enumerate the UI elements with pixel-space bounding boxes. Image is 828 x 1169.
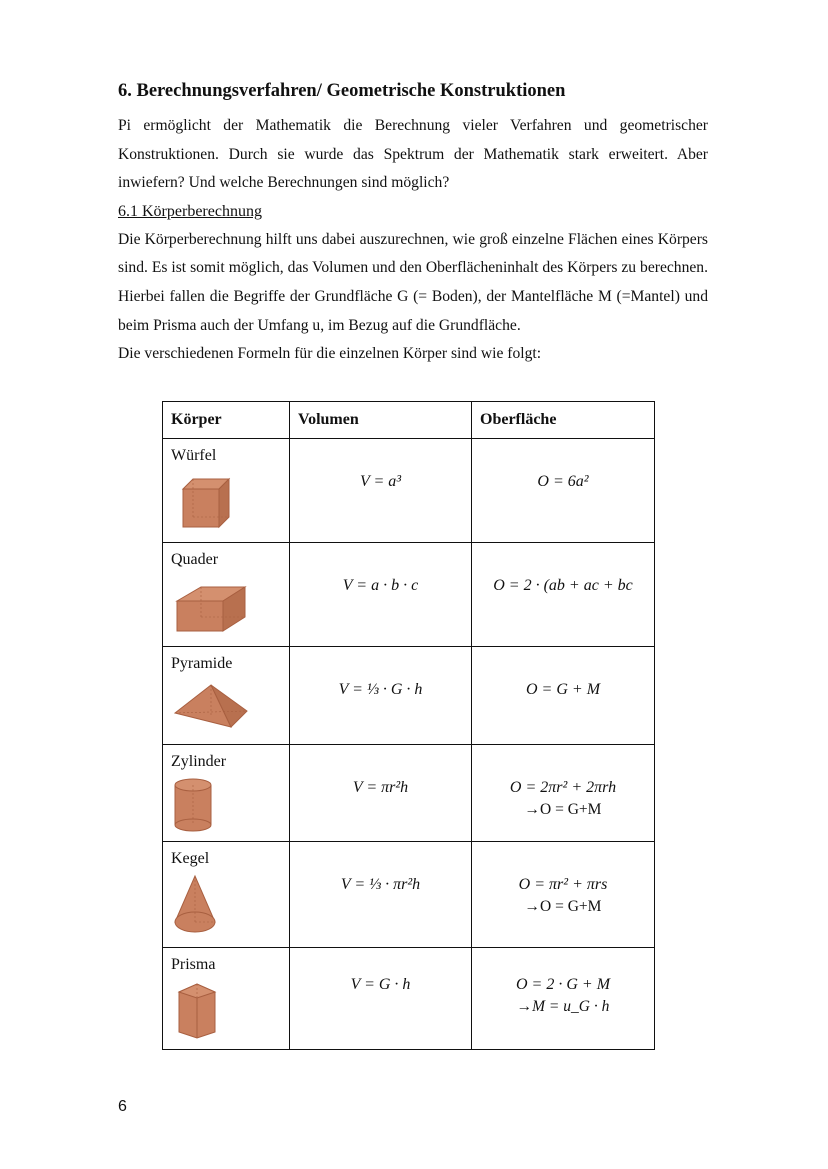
table-row <box>163 647 655 745</box>
surface-note: →M = u_G · h <box>516 998 610 1015</box>
table-row <box>163 745 655 842</box>
table-row <box>163 439 655 543</box>
volume-cell <box>290 745 472 842</box>
volume-formula: V = G · h <box>350 976 411 993</box>
body-name: Prisma <box>171 956 216 973</box>
header-body: Körper <box>163 402 290 439</box>
surface-cell <box>472 439 655 543</box>
surface-formula: O = G + M <box>525 681 601 698</box>
formula-table <box>162 401 655 1050</box>
page-content <box>118 78 708 369</box>
body-name: Pyramide <box>171 655 233 672</box>
volume-cell <box>290 647 472 745</box>
volume-formula: V = πr²h <box>352 779 409 796</box>
body-cell <box>163 647 290 745</box>
volume-cell <box>290 842 472 948</box>
cuboid-icon <box>171 575 251 637</box>
body-cell <box>163 439 290 543</box>
volume-cell <box>290 543 472 647</box>
volume-cell <box>290 948 472 1050</box>
body-name: Quader <box>171 551 219 568</box>
page-heading: 6. Berechnungsverfahren/ Geometrische Konstruktionen <box>118 81 566 101</box>
table-row <box>163 543 655 647</box>
surface-note: →O = G+M <box>524 898 602 915</box>
body-cell <box>163 543 290 647</box>
cube-icon <box>171 471 241 533</box>
table-intro: Die verschiedenen Formeln für die einzelnen Körper sind wie folgt: <box>118 345 542 363</box>
cone-icon <box>171 874 231 936</box>
surface-cell <box>472 842 655 948</box>
header-volume: Volumen <box>290 402 472 439</box>
volume-formula: V = ⅓ · πr²h <box>340 876 421 893</box>
surface-cell <box>472 543 655 647</box>
surface-formula: O = 2πr² + 2πrh <box>509 779 617 796</box>
pyramid-icon <box>171 679 251 735</box>
body-name: Kegel <box>171 850 210 867</box>
surface-note: →O = G+M <box>524 801 602 818</box>
body-name: Zylinder <box>171 753 227 770</box>
volume-formula: V = ⅓ · G · h <box>338 681 423 698</box>
page-number: 6 <box>118 1098 127 1115</box>
cylinder-icon <box>171 777 231 835</box>
surface-formula: O = 6a² <box>537 473 589 490</box>
volume-formula: V = a · b · c <box>342 577 419 594</box>
surface-formula: O = πr² + πrs <box>518 876 608 893</box>
body-cell <box>163 948 290 1050</box>
table-row <box>163 842 655 948</box>
surface-cell <box>472 745 655 842</box>
body-cell <box>163 745 290 842</box>
header-surface: Oberfläche <box>472 402 655 439</box>
body-cell <box>163 842 290 948</box>
surface-formula: O = 2 · G + M <box>515 976 611 993</box>
volume-cell <box>290 439 472 543</box>
section-title: 6.1 Körperberechnung <box>118 202 262 220</box>
body-name: Würfel <box>171 447 217 464</box>
section-paragraph: Die Körperberechnung hilft uns dabei auszurechnen, wie groß einzelne Flächen eines Körpers sind. Es ist somit möglich, das Volumen und den Oberflächeninhalt des Körpers zu berechnen. Hierbei fallen die Begriffe der Grundfläche G (= Boden), der Mantelfläche M (=Mantel) und beim Prisma auch der Umfang u, im Bezug auf die Grundfläche. <box>118 230 708 334</box>
table-header-row <box>163 402 655 439</box>
surface-cell <box>472 647 655 745</box>
table-row <box>163 948 655 1050</box>
intro-paragraph: Pi ermöglicht der Mathematik die Berechnung vieler Verfahren und geometrischer Konstruktionen. Durch sie wurde das Spektrum der Mathematik stark erweitert. Aber inwiefern? Und welche Berechnungen sind möglich? <box>118 117 708 192</box>
prism-icon <box>171 980 231 1042</box>
volume-formula: V = a³ <box>359 473 402 490</box>
surface-formula: O = 2 · (ab + ac + bc <box>493 577 633 594</box>
surface-cell <box>472 948 655 1050</box>
